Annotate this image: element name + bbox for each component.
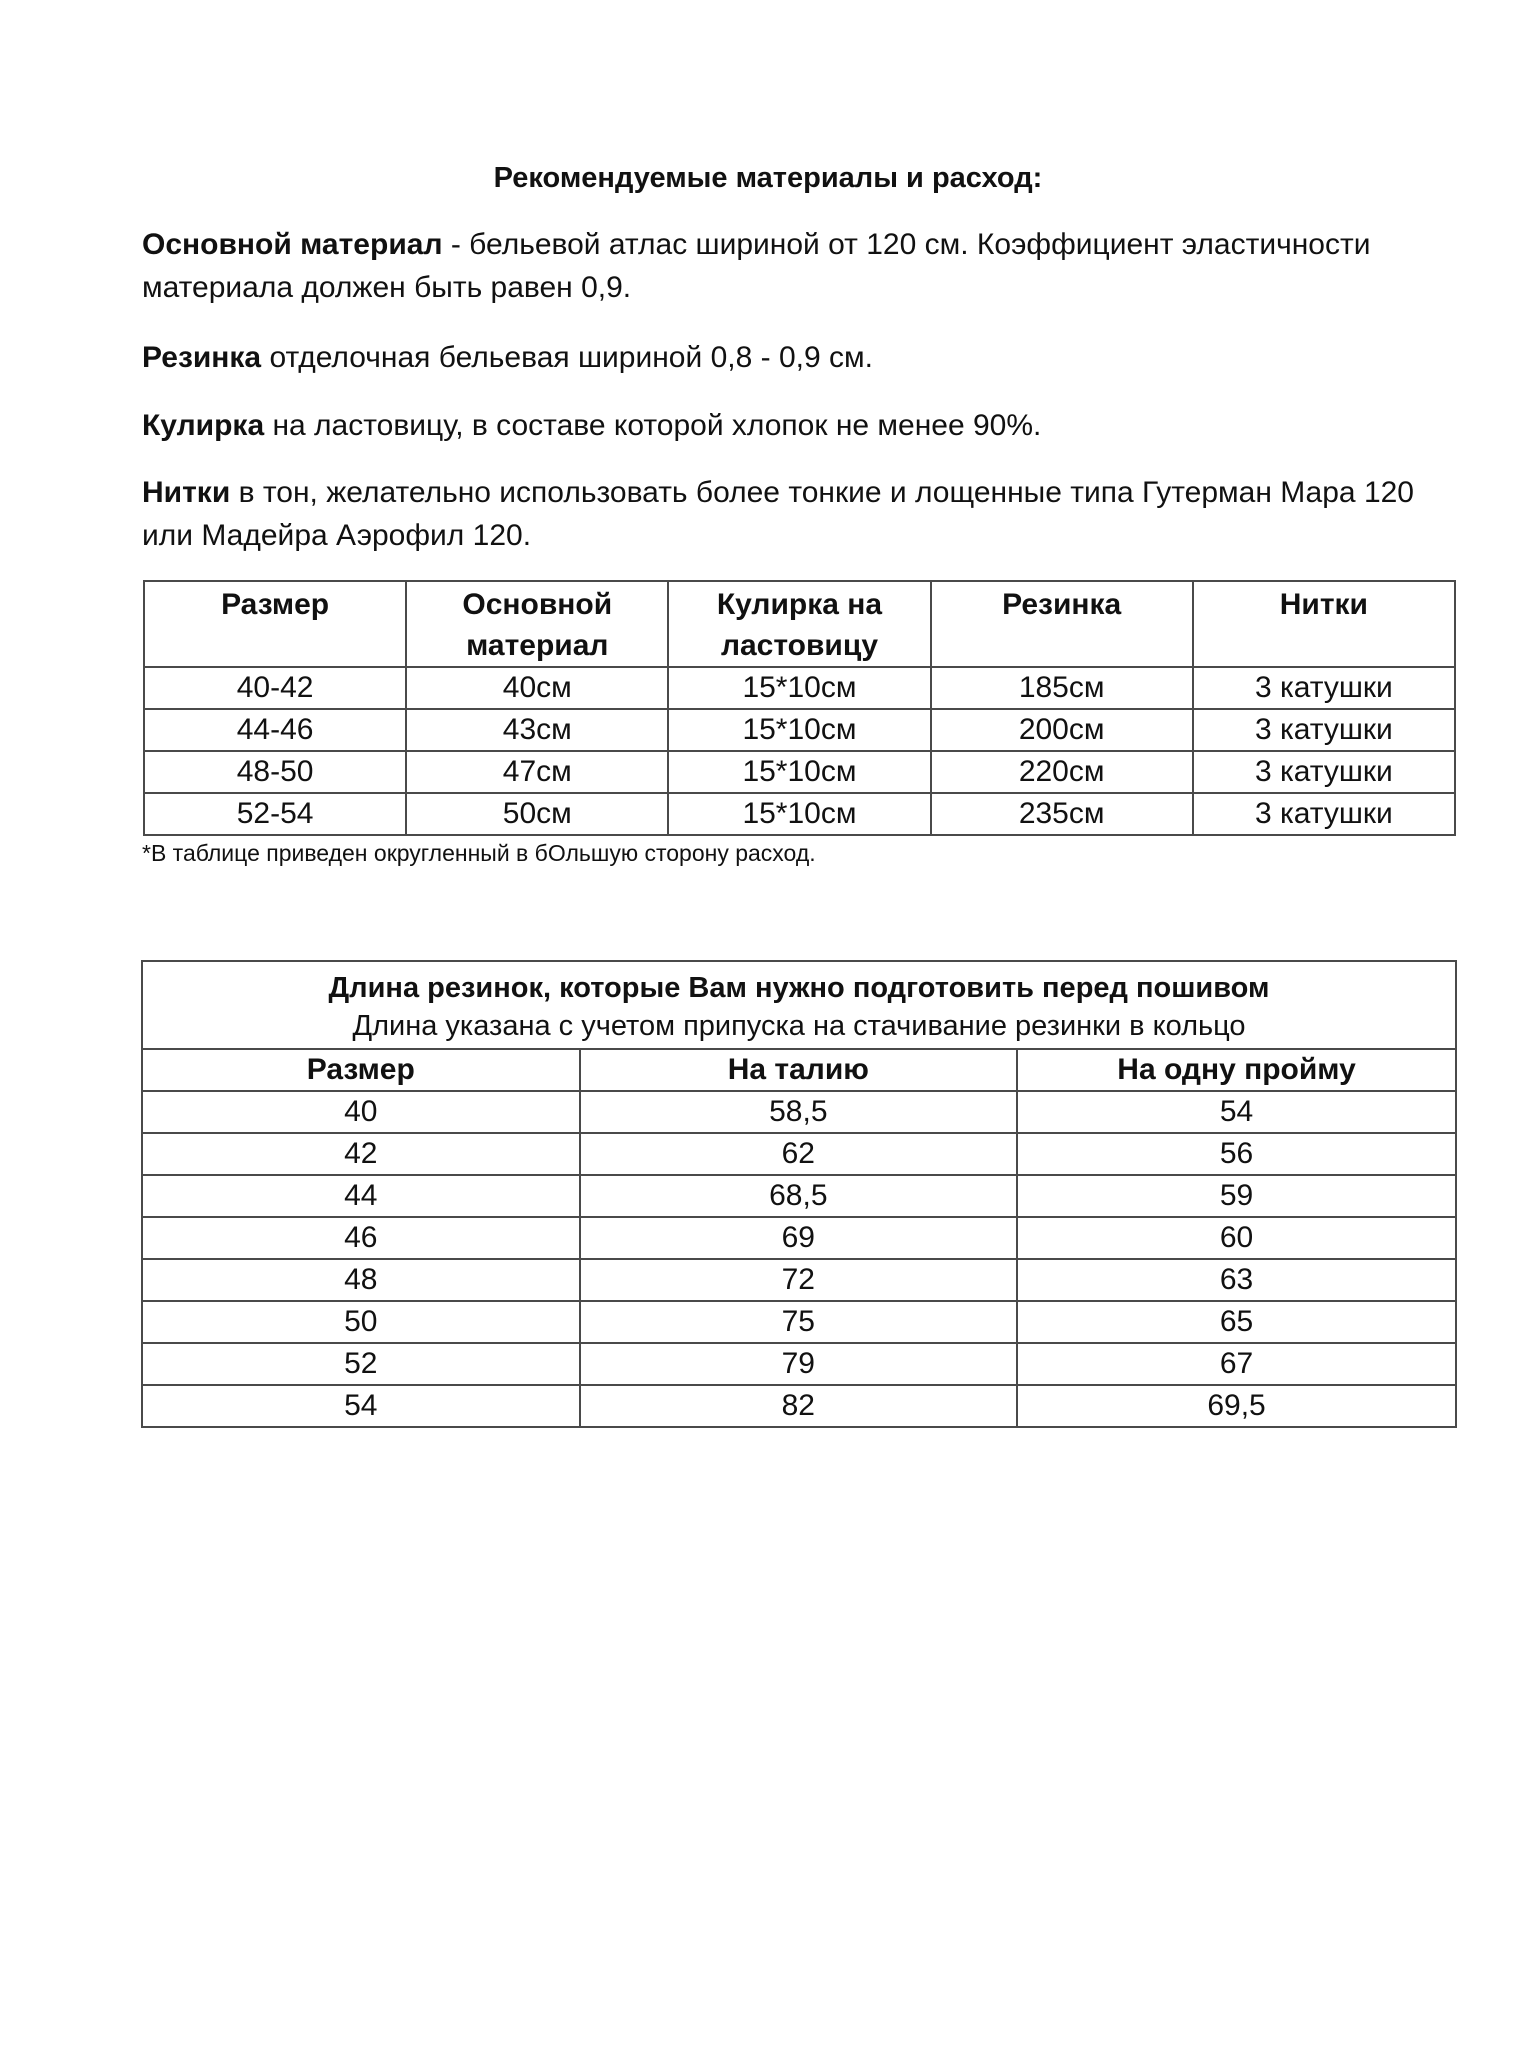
table-cell: 15*10см: [668, 709, 930, 751]
paragraph-threads: [142, 471, 1442, 557]
table-row: [144, 667, 1455, 709]
table-cell: 44: [142, 1175, 580, 1217]
table-row: [142, 1175, 1456, 1217]
table-cell: 69: [580, 1217, 1018, 1259]
table-cell: 79: [580, 1343, 1018, 1385]
table-row: [142, 1301, 1456, 1343]
paragraph-text: в тон, желательно использовать более тонкие и лощенные типа Гутерман Мара 120 или Мадейра Аэрофил 120.: [142, 476, 1414, 552]
column-header: Резинка: [931, 581, 1193, 667]
table-cell: 50см: [406, 793, 668, 835]
paragraph-label: Основной материал: [142, 228, 443, 261]
table-cell: 44-46: [144, 709, 406, 751]
page-title: Рекомендуемые материалы и расход:: [493, 162, 1043, 194]
table-cell: 3 катушки: [1193, 793, 1455, 835]
table-cell: 68,5: [580, 1175, 1018, 1217]
column-header: Кулирка на ластовицу: [668, 581, 930, 667]
table-cell: 50: [142, 1301, 580, 1343]
table-cell: 48-50: [144, 751, 406, 793]
paragraph-elastic: [142, 336, 1442, 379]
column-header: Размер: [144, 581, 406, 667]
table-cell: 54: [1017, 1091, 1456, 1133]
table-cell: 82: [580, 1385, 1018, 1427]
table-row: [144, 709, 1455, 751]
table-cell: 3 катушки: [1193, 667, 1455, 709]
paragraph-main-material: [142, 223, 1442, 309]
column-header: Основной материал: [406, 581, 668, 667]
table-cell: 56: [1017, 1133, 1456, 1175]
table-cell: 69,5: [1017, 1385, 1456, 1427]
table-cell: 72: [580, 1259, 1018, 1301]
paragraph-label: Кулирка: [142, 409, 265, 442]
table-row: [142, 1217, 1456, 1259]
table-header-row: [144, 581, 1455, 667]
column-header: На одну пройму: [1017, 1049, 1456, 1091]
table-row: [142, 1259, 1456, 1301]
table-cell: 67: [1017, 1343, 1456, 1385]
paragraph-label: Нитки: [142, 476, 231, 509]
paragraph-text: - бельевой атлас шириной от 120 см. Коэффициент эластичности материала должен быть равен 0,9.: [142, 228, 1371, 304]
table-header-row: [142, 1049, 1456, 1091]
table-caption-row: [142, 961, 1456, 1049]
table-cell: 15*10см: [668, 751, 930, 793]
table-cell: 40-42: [144, 667, 406, 709]
table-cell: 185см: [931, 667, 1193, 709]
paragraph-text: на ластовицу, в составе которой хлопок не менее 90%.: [264, 409, 1042, 442]
table-cell: 62: [580, 1133, 1018, 1175]
table-cell: 15*10см: [668, 667, 930, 709]
table-cell: 59: [1017, 1175, 1456, 1217]
paragraph-label: Резинка: [142, 341, 262, 374]
table-row: [142, 1385, 1456, 1427]
table-cell: 75: [580, 1301, 1018, 1343]
elastic-length-table: [141, 960, 1457, 1428]
table-footnote: *В таблице приведен округленный в бОльшую сторону расход.: [142, 840, 816, 866]
table-cell: 65: [1017, 1301, 1456, 1343]
table-caption-subtitle: Длина указана с учетом припуска на стачивание резинки в кольцо: [352, 1010, 1246, 1042]
table-row: [142, 1343, 1456, 1385]
table-cell: 235см: [931, 793, 1193, 835]
column-header: Нитки: [1193, 581, 1455, 667]
column-header: Размер: [142, 1049, 580, 1091]
table-row: [144, 751, 1455, 793]
paragraph-jersey: [142, 404, 1442, 447]
table-cell: 42: [142, 1133, 580, 1175]
table-cell: 15*10см: [668, 793, 930, 835]
table-cell: 63: [1017, 1259, 1456, 1301]
table-cell: 48: [142, 1259, 580, 1301]
table-cell: 40см: [406, 667, 668, 709]
table-cell: 46: [142, 1217, 580, 1259]
table-caption: [142, 961, 1456, 1049]
table-caption-title: Длина резинок, которые Вам нужно подготовить перед пошивом: [328, 972, 1270, 1004]
table-cell: 200см: [931, 709, 1193, 751]
table-cell: 3 катушки: [1193, 751, 1455, 793]
table-cell: 43см: [406, 709, 668, 751]
table-cell: 52: [142, 1343, 580, 1385]
table-cell: 58,5: [580, 1091, 1018, 1133]
column-header: На талию: [580, 1049, 1018, 1091]
table-row: [142, 1091, 1456, 1133]
table-cell: 47см: [406, 751, 668, 793]
table-cell: 52-54: [144, 793, 406, 835]
table-cell: 220см: [931, 751, 1193, 793]
table-row: [144, 793, 1455, 835]
table-cell: 54: [142, 1385, 580, 1427]
materials-table: [143, 580, 1456, 836]
table-cell: 3 катушки: [1193, 709, 1455, 751]
table-cell: 40: [142, 1091, 580, 1133]
table-cell: 60: [1017, 1217, 1456, 1259]
table-row: [142, 1133, 1456, 1175]
paragraph-text: отделочная бельевая шириной 0,8 - 0,9 см.: [261, 341, 873, 374]
